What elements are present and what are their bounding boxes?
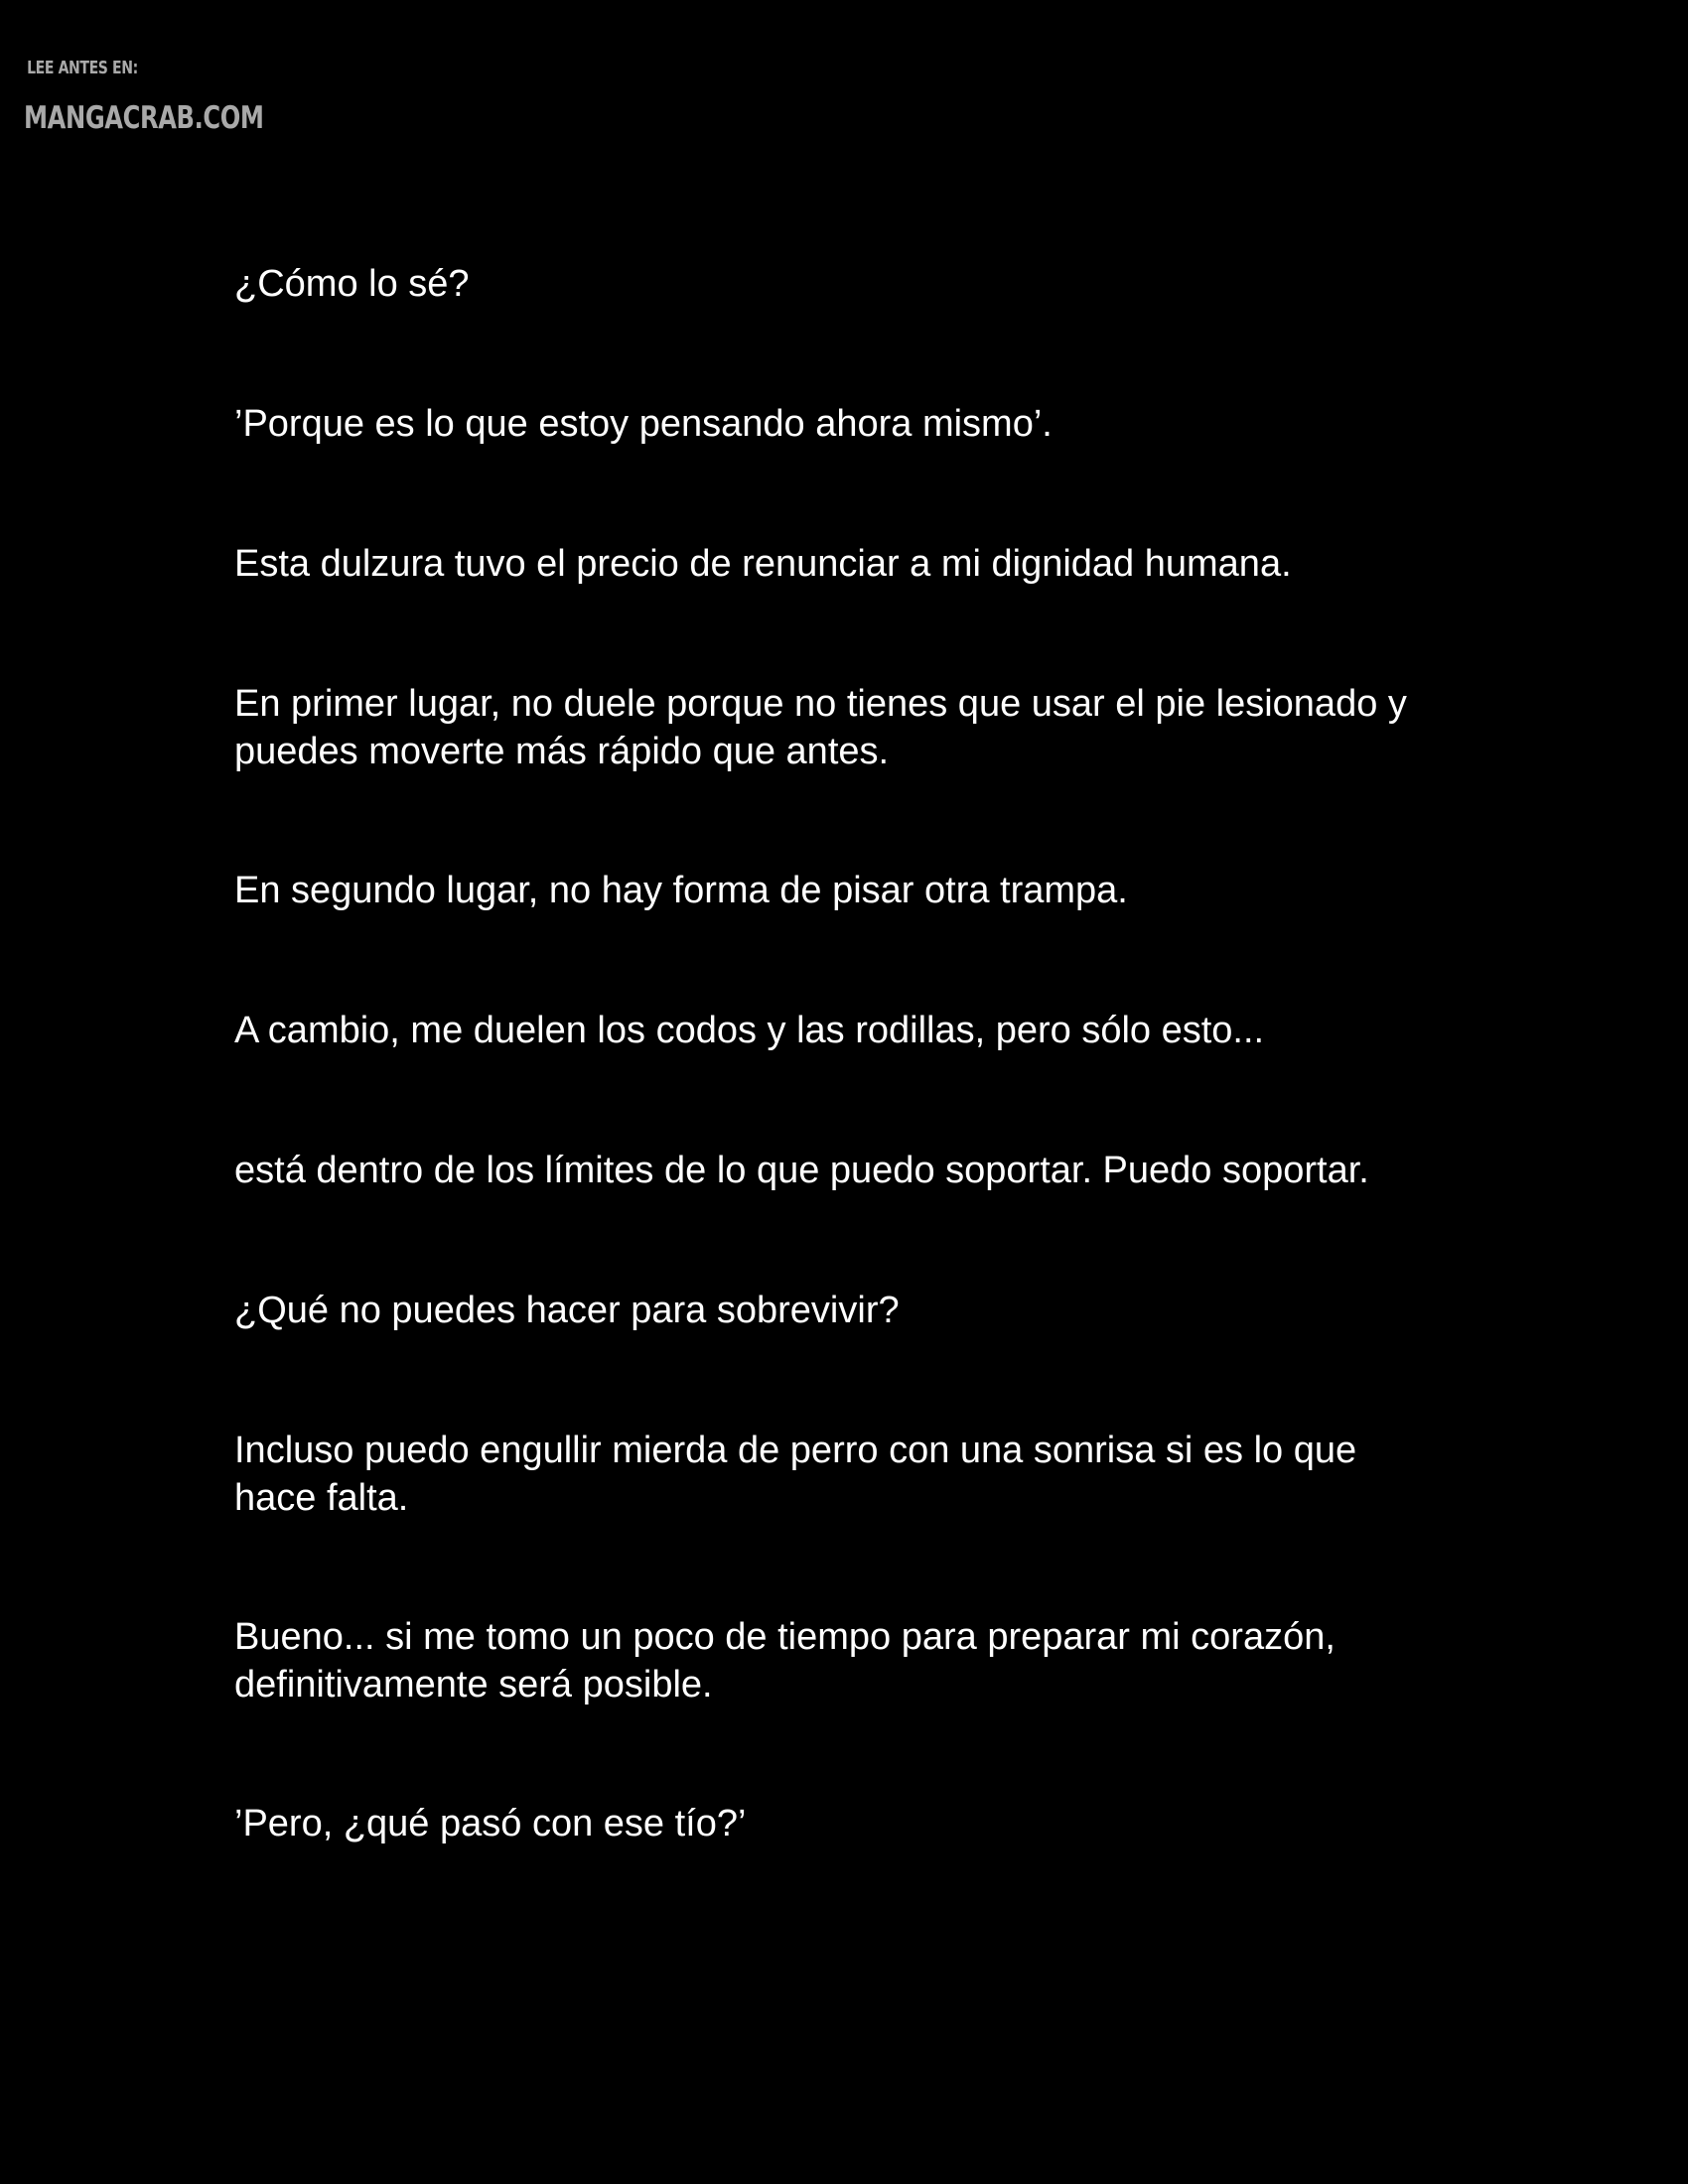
watermark-line1: LEE ANTES EN:: [27, 58, 138, 78]
paragraph: En segundo lugar, no hay forma de pisar otra trampa.: [234, 870, 1128, 911]
paragraph: ¿Qué no puedes hacer para sobrevivir?: [234, 1290, 900, 1331]
paragraph: Esta dulzura tuvo el precio de renunciar a mi dignidad humana.: [234, 543, 1292, 585]
paragraph: Bueno... si me tomo un poco de tiempo para preparar mi corazón, definitivamente será posible.: [234, 1616, 1336, 1706]
paragraph: A cambio, me duelen los codos y las rodillas, pero sólo esto...: [234, 1010, 1265, 1051]
watermark-site: MANGACRAB.COM: [24, 100, 264, 136]
paragraph: ’Porque es lo que estoy pensando ahora mismo’.: [234, 403, 1053, 445]
watermark: [24, 58, 264, 137]
paragraph: En primer lugar, no duele porque no tienes que usar el pie lesionado y puedes moverte más rápido que antes.: [234, 683, 1407, 772]
paragraph: ’Pero, ¿qué pasó con ese tío?’: [234, 1803, 747, 1844]
paragraph: ¿Cómo lo sé?: [234, 263, 470, 305]
paragraph: Incluso puedo engullir mierda de perro con una sonrisa si es lo que hace falta.: [234, 1430, 1357, 1519]
paragraph: está dentro de los límites de lo que puedo soportar. Puedo soportar.: [234, 1150, 1369, 1191]
